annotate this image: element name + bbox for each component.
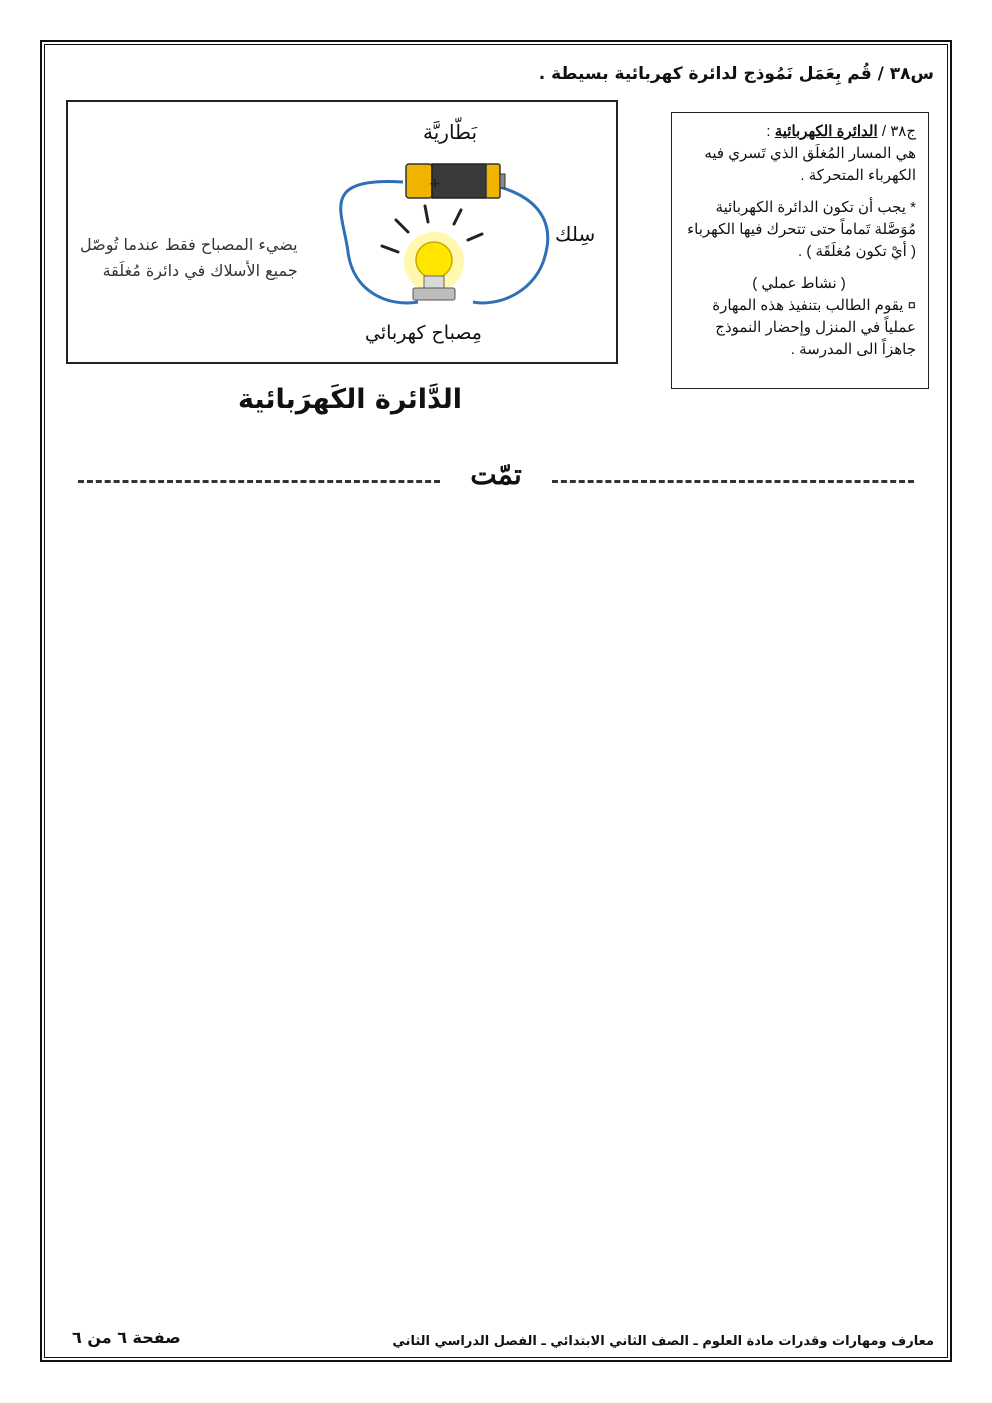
battery-plus-sign: + [429,176,441,192]
answer-activity [682,273,916,361]
activity-title: ( نشاط عملي ) [752,275,846,292]
answer-definition: هي المسار المُغلَق الذي تَسري فيه الكهرباء المتحركة . [704,145,916,184]
diagram-caption: الدَّائرة الكَهرَبائية [237,384,463,415]
end-mark: تمّت [470,458,522,491]
wire-label: سِلك [555,222,596,246]
circuit-note-line-2: جميع الأسلاك في دائرة مُغلَقة [102,261,298,280]
activity-text: ¤ يقوم الطالب بتنفيذ هذه المهارة عملياً في المنزل وإحضار النموذج جاهزاً الى المدرسة . [712,297,916,358]
wire-left [341,182,418,303]
answer-requirement: * يجب أن تكون الدائرة الكهربائية مُوَصَّلة تَماماً حتى تتحرك فيها الكهرباء ( أيْ تكون مُغلَقَة ) . [687,199,916,260]
battery-label: بَطّاريَّة [423,120,478,144]
dashed-line-left [78,480,440,483]
answer-heading [682,121,916,187]
dashed-line-right [552,480,914,483]
lamp-icon [404,232,464,300]
course-footer: معارف ومهارات وقدرات مادة العلوم ـ الصف الثاني الابتدائي ـ الفصل الدراسي الثاني [392,1334,934,1349]
circuit-note [80,232,298,284]
circuit-note-line-1: يضيء المصباح فقط عندما تُوصّل [80,235,298,254]
page-number: صفحة ٦ من ٦ [72,1328,181,1347]
answer-prefix: ج٣٨ / [877,123,916,140]
battery-icon [406,164,505,198]
answer-term: الدائرة الكهربائية [774,123,878,140]
lamp-label: مِصباح كهربائي [365,322,482,344]
end-divider [78,458,914,494]
answer-box [671,112,929,389]
answer-term-suffix: : [766,123,775,140]
question-38: س٣٨ / قُم بِعَمَل نَمُوذج لدائرة كهربائية بسيطة . [538,64,934,84]
circuit-diagram [66,100,618,364]
